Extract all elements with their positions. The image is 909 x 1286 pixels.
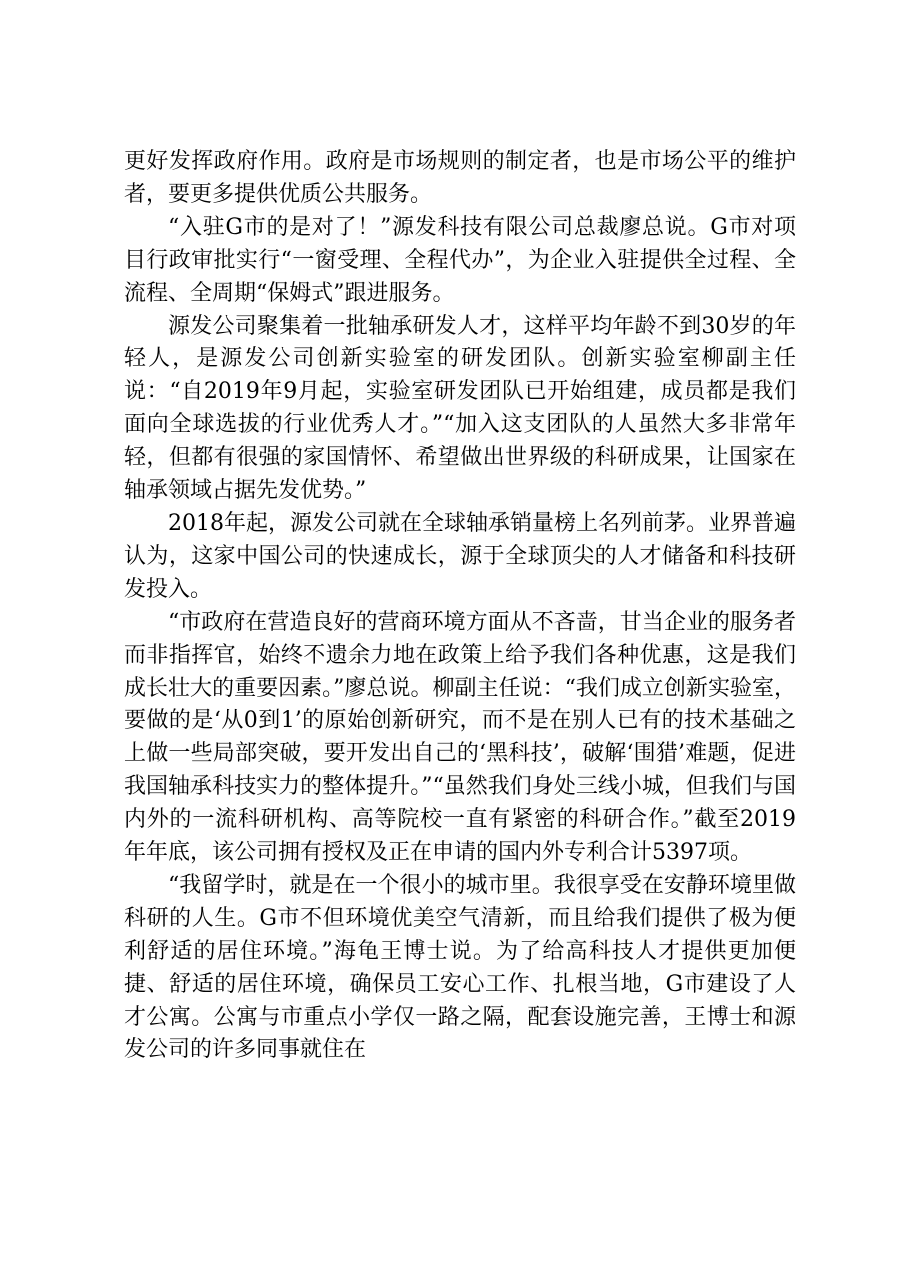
document-body [124, 146, 796, 1067]
paragraph-6: “我留学时，就是在一个很小的城市里。我很享受在安静环境里做科研的人生。G市不但环境优美空气清新，而且给我们提供了极为便利舒适的居住环境。”海龟王博士说。为了给高科技人才提供更加便捷、舒适的居住环境，确保员工安心工作、扎根当地，G市建设了人才公寓。公寓与市重点小学仅一路之隔，配套设施完善，王博士和源发公司的许多同事就住在 [124, 872, 796, 1063]
paragraph-4: 2018年起，源发公司就在全球轴承销量榜上名列前茅。业界普遍认为，这家中国公司的快速成长，源于全球顶尖的人才储备和科技研发投入。 [124, 510, 796, 602]
paragraph-1: 更好发挥政府作用。政府是市场规则的制定者，也是市场公平的维护者，要更多提供优质公共服务。 [124, 149, 796, 207]
paragraph-3: 源发公司聚集着一批轴承研发人才，这样平均年龄不到30岁的年轻人，是源发公司创新实验室的研发团队。创新实验室柳副主任说：“自2019年9月起，实验室研发团队已开始组建，成员都是我们面向全球选拔的行业优秀人才。”“加入这支团队的人虽然大多非常年轻，但都有很强的家国情怀、希望做出世界级的科研成果，让国家在轴承领域占据先发优势。” [124, 313, 796, 504]
paragraph-2: “入驻G市的是对了！”源发科技有限公司总裁廖总说。G市对项目行政审批实行“一窗受理、全程代办”，为企业入驻提供全过程、全流程、全周期“保姆式”跟进服务。 [124, 214, 796, 306]
paragraph-5: “市政府在营造良好的营商环境方面从不吝啬，甘当企业的服务者而非指挥官，始终不遗余力地在政策上给予我们各种优惠，这是我们成长壮大的重要因素。”廖总说。柳副主任说：“我们成立创新实验室，要做的是‘从0到1’的原始创新研究，而不是在别人已有的技术基础之上做一些局部突破，要开发出自己的‘黑科技’，破解‘围猎’难题，促进我国轴承科技实力的整体提升。”“虽然我们身处三线小城，但我们与国内外的一流科研机构、高等院校一直有紧密的科研合作。”截至2019年年底，该公司拥有授权及正在申请的国内外专利合计5397项。 [124, 609, 796, 866]
